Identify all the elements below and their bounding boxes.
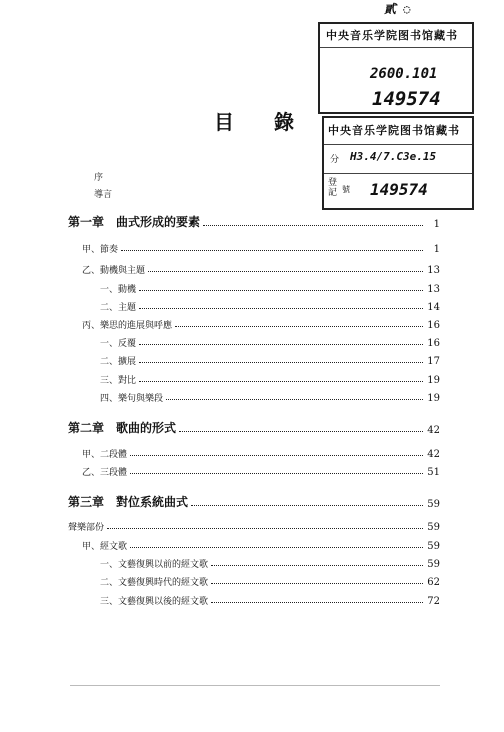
toc-entry [68, 520, 440, 533]
toc-entry-label: 甲、二段體 [82, 450, 128, 460]
toc-entry-page: 16 [427, 338, 440, 349]
dot-leader [166, 398, 423, 400]
toc-entry [100, 594, 440, 607]
toc-entry-page: 62 [427, 577, 440, 588]
dot-leader [175, 325, 423, 327]
toc-entry-label: 第一章 曲式形成的要素 [68, 215, 201, 229]
toc-entry [100, 391, 440, 404]
dot-leader [179, 430, 423, 432]
toc-entry-label: 第二章 歌曲的形式 [68, 421, 177, 435]
toc-entry-page: 13 [427, 265, 440, 276]
dot-leader [121, 249, 423, 251]
stamp-number-top: 2600.101 [370, 66, 438, 82]
toc-entry-label: 二、主題 [100, 303, 137, 313]
toc-entry-page: 59 [427, 541, 440, 552]
toc-entry-page: 72 [427, 596, 440, 607]
stamp-row1-label: 分 [330, 155, 340, 165]
toc-entry [100, 282, 440, 295]
toc-entry-page: 1 [433, 219, 440, 230]
toc-entry [100, 354, 440, 367]
toc-entry [100, 336, 440, 349]
dot-leader [211, 564, 423, 566]
toc-entry-label: 乙、三段體 [82, 468, 128, 478]
corner-note: 貳 ◌ [384, 2, 411, 16]
dot-leader [191, 504, 423, 506]
toc-entry [100, 575, 440, 588]
dot-leader [107, 527, 423, 529]
toc-entry-label: 一、文藝復興以前的經文歌 [100, 560, 209, 570]
toc-entry [82, 263, 440, 276]
dot-leader [130, 454, 423, 456]
toc-entry [68, 419, 440, 436]
toc-entry-label: 一、反覆 [100, 339, 137, 349]
toc-entry-label: 丙、樂思的進展與呼應 [82, 321, 173, 331]
dot-leader [139, 307, 423, 309]
toc-entry [82, 465, 440, 478]
library-stamp-accession [318, 22, 474, 114]
dot-leader [203, 224, 423, 226]
toc-entry-label: 三、對比 [100, 376, 137, 386]
toc-entry-label: 二、擴展 [100, 357, 137, 367]
toc-entry [100, 373, 440, 386]
toc-entry [100, 557, 440, 570]
toc-entry [82, 318, 440, 331]
toc-entry-page: 59 [427, 522, 440, 533]
toc-entry-page: 14 [427, 302, 440, 313]
toc-entry-label: 二、文藝復興時代的經文歌 [100, 578, 209, 588]
toc-entry-label: 聲樂部份 [68, 523, 105, 533]
toc-entry [68, 213, 440, 230]
library-stamp-catalog [322, 116, 474, 210]
dot-leader [211, 601, 423, 603]
dot-leader [211, 582, 423, 584]
toc-entry-label: 三、文藝復興以後的經文歌 [100, 597, 209, 607]
toc-entry-page: 13 [427, 284, 440, 295]
toc-entry-label: 甲、節奏 [82, 245, 119, 255]
toc-entry-page: 59 [427, 559, 440, 570]
dot-leader [139, 343, 423, 345]
dot-leader [139, 289, 423, 291]
dot-leader [130, 472, 423, 474]
dot-leader [139, 361, 423, 363]
toc-entry-page: 42 [427, 449, 440, 460]
stamp-call-number: H3.4/7.C3e.15 [350, 150, 437, 163]
stamp-divider [324, 173, 472, 174]
stamp-register-number: 149574 [370, 180, 428, 199]
dot-leader [130, 546, 423, 548]
toc-entry-label: 乙、動機與主題 [82, 266, 146, 276]
toc-entry-page: 19 [427, 375, 440, 386]
toc-entry [100, 300, 440, 313]
stamp-divider [320, 47, 472, 48]
toc-entry-page: 51 [427, 467, 440, 478]
page-title: 目錄 [214, 110, 334, 134]
toc-entry-page: 59 [427, 499, 440, 510]
preface-item: 序 [94, 173, 104, 183]
toc-entry-page: 42 [427, 425, 440, 436]
toc-entry-page: 19 [427, 393, 440, 404]
toc-entry [82, 539, 440, 552]
toc-entry [68, 493, 440, 510]
toc-entry-label: 甲、經文歌 [82, 542, 128, 552]
toc-entry-page: 17 [427, 356, 440, 367]
bottom-rule [70, 685, 440, 686]
stamp-header: 中央音乐学院图书馆藏书 [326, 29, 458, 42]
stamp-row2-label: 登記 [328, 178, 338, 198]
dot-leader [148, 270, 423, 272]
toc-entry-page: 16 [427, 320, 440, 331]
stamp-header: 中央音乐学院图书馆藏书 [328, 124, 460, 137]
stamp-row2-sub: 號 [342, 185, 350, 194]
toc-entry-page: 1 [433, 244, 440, 255]
toc-entry [82, 447, 440, 460]
toc-entry-label: 一、動機 [100, 285, 137, 295]
toc-entry-label: 第三章 對位系統曲式 [68, 495, 189, 509]
toc-entry-label: 四、樂句與樂段 [100, 394, 164, 404]
dot-leader [139, 380, 423, 382]
toc-entry [82, 242, 440, 255]
preface-item: 導言 [94, 190, 113, 200]
stamp-divider [324, 144, 472, 145]
stamp-number-bottom: 149574 [372, 88, 441, 110]
